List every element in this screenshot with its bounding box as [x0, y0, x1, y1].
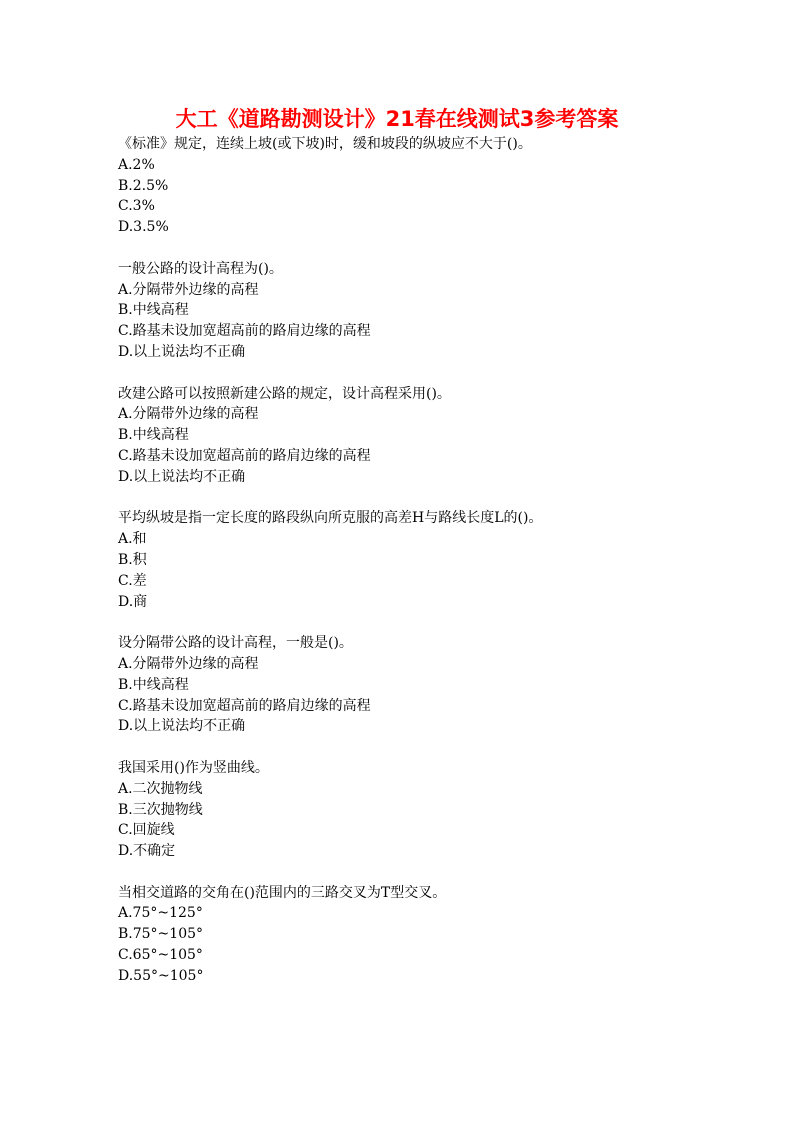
option-c: C.3% [118, 198, 155, 215]
option-a: A.2% [118, 156, 155, 173]
option-c: C.差 [118, 572, 147, 589]
question-text: 《标准》规定，连续上坡(或下坡)时，缓和坡段的纵坡应不大于()。 [118, 136, 532, 152]
question-3 [118, 384, 718, 488]
document-title: 大工《道路勘测设计》21春在线测试3参考答案 [175, 107, 619, 131]
question-text: 我国采用()作为竖曲线。 [118, 759, 269, 776]
option-d: D.商 [118, 593, 148, 610]
option-c: C.65°~105° [118, 947, 203, 964]
option-d: D.3.5% [118, 219, 169, 236]
question-5 [118, 633, 718, 737]
option-d: D.以上说法均不正确 [118, 718, 246, 735]
option-b: B.中线高程 [118, 302, 189, 319]
option-d: D.以上说法均不正确 [118, 468, 246, 485]
question-list [118, 134, 718, 1007]
option-a: A.分隔带外边缘的高程 [118, 406, 259, 423]
question-4 [118, 508, 718, 612]
option-b: B.积 [118, 551, 147, 568]
option-c: C.路基未设加宽超高前的路肩边缘的高程 [118, 447, 371, 464]
option-a: A.75°~125° [118, 905, 203, 922]
question-6 [118, 758, 718, 862]
question-text: 设分隔带公路的设计高程，一般是()。 [118, 635, 353, 652]
option-b: B.中线高程 [118, 676, 189, 693]
option-d: D.不确定 [118, 843, 176, 860]
question-2 [118, 259, 718, 363]
option-c: C.路基未设加宽超高前的路肩边缘的高程 [118, 323, 371, 340]
question-text: 一般公路的设计高程为()。 [118, 260, 283, 277]
option-d: D.55°~105° [118, 967, 204, 984]
option-b: B.2.5% [118, 177, 169, 194]
question-7 [118, 883, 718, 987]
question-text: 当相交道路的交角在()范围内的三路交叉为T型交叉。 [118, 884, 447, 901]
question-text: 平均纵坡是指一定长度的路段纵向所克服的高差H与路线长度L的()。 [118, 510, 543, 527]
option-a: A.分隔带外边缘的高程 [118, 281, 259, 298]
question-text: 改建公路可以按照新建公路的规定，设计高程采用()。 [118, 385, 451, 402]
option-a: A.分隔带外边缘的高程 [118, 655, 259, 672]
option-b: B.中线高程 [118, 427, 189, 444]
option-a: A.和 [118, 531, 147, 548]
option-b: B.75°~105° [118, 926, 204, 943]
option-c: C.路基未设加宽超高前的路肩边缘的高程 [118, 697, 371, 714]
option-b: B.三次抛物线 [118, 801, 203, 818]
option-d: D.以上说法均不正确 [118, 343, 246, 360]
option-c: C.回旋线 [118, 822, 175, 839]
question-1 [118, 134, 718, 238]
option-a: A.二次抛物线 [118, 780, 203, 797]
